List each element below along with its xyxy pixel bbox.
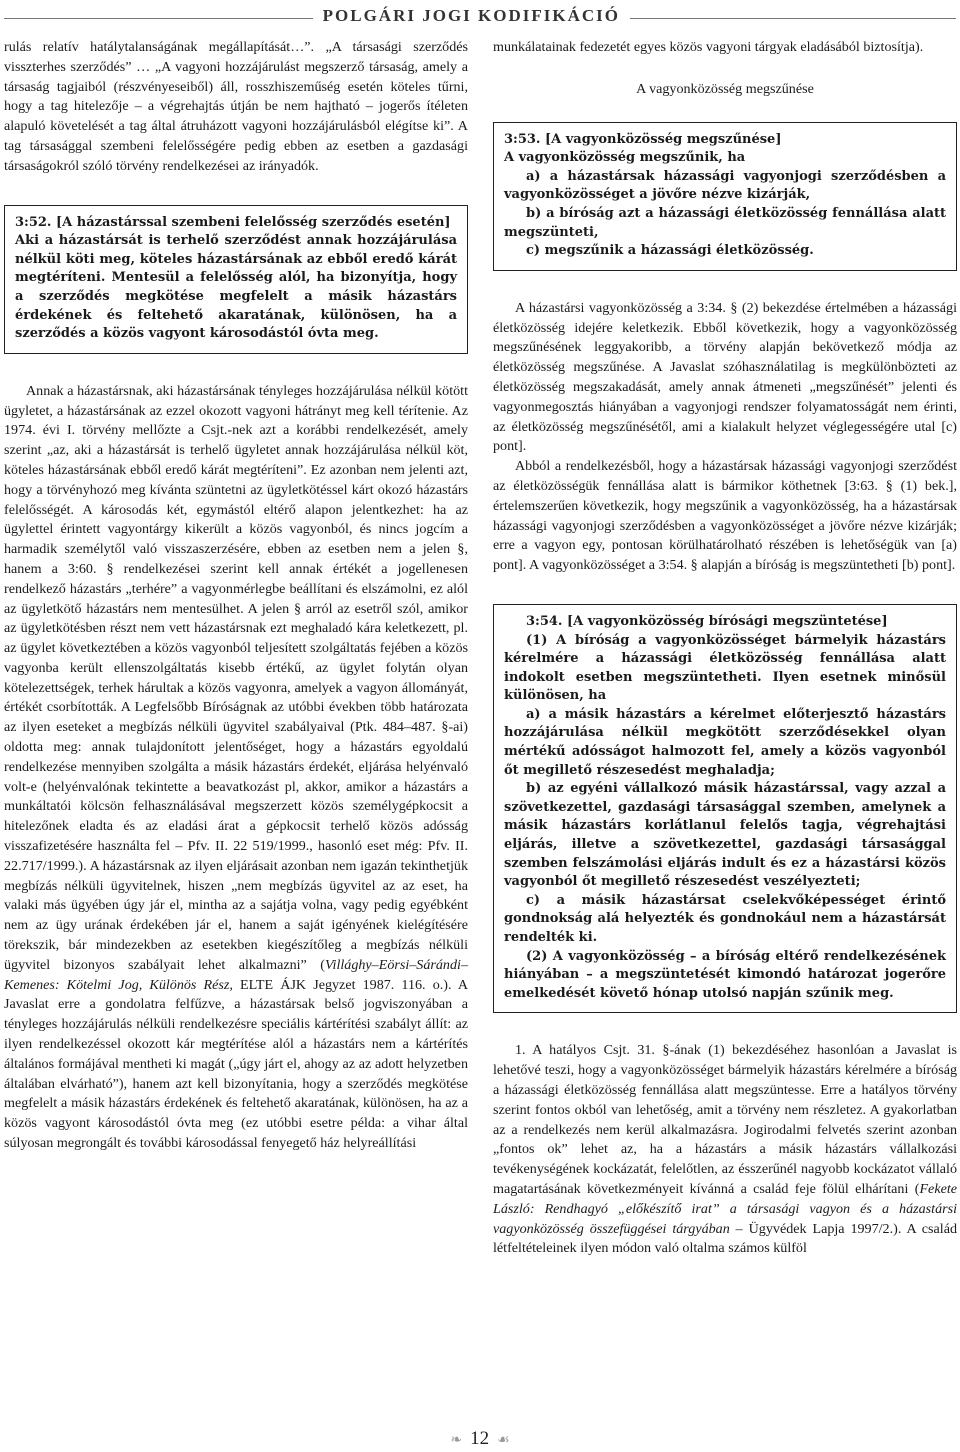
page-number: 12: [470, 1428, 490, 1449]
provision-line: A vagyonközösség megszűnik, ha: [504, 150, 746, 166]
provision-point-b: b) az egyéni vállalkozó másik házastárssal, vagy azzal a szövetkezettel, gazdasági társasággal szemben, amelynek a másik házastárs korlátlanul felelős tagja, végrehajtási eljárás, illetve a szövetkezettel, gazdasági társasággal szemben felszámolási eljárás indult és ez a házastársi közös vagyonból őt megillető részesedést veszélyezteti;: [504, 781, 946, 890]
provision-point-a: a) a házastársak házassági vagyonjogi szerződésben a vagyonközösséget a jövőre nézve kizárják,: [504, 168, 946, 203]
left-paragraph-1: rulás relatív hatálytalanságának megállapítását…”. „A társasági szerződés visszterhes szerződés” … „A vagyoni hozzájárulást megszerző társaság, amely a társaság tagjaiból (részvényeseiből) áll, rosszhiszeműség esetén köteles tűrni, hogy a tag hitelezője – a végrehajtás útján be nem hajtható – jogerős ítéleten alapuló követelését a tag által átruházott vagyoni hozzájárulásból elégítse ki”. A tag társasággal szembeni felelősségére pedig ebben az esetben a gazdasági társaságokról szóló törvény rendelkezései az irányadók.: [4, 39, 468, 174]
running-header: [0, 6, 960, 28]
provision-heading: 3:54. [A vagyonközösség bírósági megszüntetése]: [526, 613, 888, 629]
page-footer: [0, 1428, 960, 1450]
provision-box-3-52: [4, 205, 468, 354]
provision-box-3-54: [493, 604, 957, 1013]
provision-point-c: c) a másik házastársat cselekvőképességet érintő gondnokság alá helyezték és gondnokául nem a házastársát rendelték ki.: [504, 892, 946, 945]
provision-point-c: c) megszűnik a házassági életközösség.: [526, 243, 814, 259]
provision-heading: 3:52. [A házastárssal szembeni felelősség szerződés esetén]: [15, 214, 451, 230]
right-paragraph-1: munkálatainak fedezetét egyes közös vagyoni tárgyak eladásából biztosítja).: [493, 39, 924, 55]
provision-box-3-53: [493, 122, 957, 271]
ornament-left-icon: ❧: [450, 1433, 463, 1448]
provision-point-b: b) a bíróság azt a házassági életközösség fennállása alatt megszünteti,: [504, 205, 946, 240]
right-paragraph-4: 1. A hatályos Csjt. 31. §-ának (1) bekezdéséhez hasonlóan a Javaslat is lehetővé teszi, hogy a vagyonközösséget bármelyik házastárs kérelmére a bíróság a házassági életközösség fennállása alatt megszüntesse. Erre a hatályos törvény szerint fontos okból van lehetőség, amit a törvény nem részletez. A gyakorlatban az a rendelkezés nem kerül alkalmazásra. Jogirodalmi felvetés szerint azonban „fontos ok” lehet az, ha a házastárs a másik házastárs vállalkozási tevékenységének kockázatát, felelőtlen, az ésszerűnél nagyobb kockázatot vállaló magatartásának következményeit kívánná a család feje fölül elhárítani (Fekete László: Rendhagyó „előkészítő irat” a társasági vagyon és a házastársi vagyonközösség összefüggései tárgyában – Ügyvédek Lapja 1997/2.). A család létfeltételeinek ilyen módon való oltalma számos külföl: [493, 1042, 957, 1257]
right-paragraph-2: A házastársi vagyonközösség a 3:34. § (2) bekezdése értelmében a házassági életközösség idejére keletkezik. Ebből következik, hogy a vagyonközösség megszűnésének leggyakoribb, a törvény alapján bekövetkező módja az életközösség megszűnése. A Javaslat szóhasználatilag is megkülönbözteti az életközösség megszakadását, amely annak átmeneti „megszűnését” jelenti és vagyonmegosztás hiányában a vagyonjogi rendszer folyamatosságát nem érinti, az életközösség megszűnésétől, ami a kialakult helyzet véglegességére utal [c) pont].: [493, 299, 957, 455]
section-subheading: A vagyonközösség megszűnése: [636, 80, 814, 97]
right-paragraph-3: Abból a rendelkezésből, hogy a házastársak házassági vagyonjogi szerződést az életközösségük fennállása alatt is bármikor köthetnek [3:63. § (1) bek.], értelemszerűen következik, hogy megszűnik a vagyonközösség, ha a házastársak házassági vagyonjogi szerződésben a vagyonközösséget a jövőre nézve kizárják; erre a vagyon egy, pontosan körülhatárolható részében is lehetőségük van [a) pont]. A vagyonközösséget a 3:54. § alapján a bíróság is megszüntetheti [b) pont].: [493, 458, 957, 574]
left-column: [4, 38, 468, 1154]
provision-paragraph-1: (1) A bíróság a vagyonközösséget bármelyik házastárs kérelmére a házassági életközösség fennállása alatt indokolt esetben megszüntetheti. Ilyen esetnek minősül különösen, ha: [504, 632, 946, 704]
journal-title: POLGÁRI JOGI KODIFIKÁCIÓ: [313, 6, 630, 26]
left-paragraph-2: Annak a házastársnak, aki házastársának tényleges hozzájárulása nélkül kötött ügyletet, a házastársának az ezzel okozott vagyoni hátrányt meg kell térítenie. Az 1974. évi I. törvény mellőzte a Csjt.-nek azt a korábbi rendelkezését, amely szerint „az, aki a házastársát is terhelő ügyletet annak hozzájárulása nélkül köt, köteles házastársának ebből eredő kárát megtéríteni”. Ez azonban nem jelenti azt, hogy a törvényhozó meg kívánta szüntetni az ügyletkötéssel kárt okozó házastárs felelősségét. A károsodás két, egymástól eltérő alapon jelentkezhet: ha az ügylettel érintett vagyontárgy kikerült a közös vagyonból, és nincs jogcím a harmadik személytől való visszaszerzésére, ebben az esetben nem a jelen §, hanem a 3:60. § rendelkezései szerint kell annak értékét a jogellenesen rendelkező házastárs „terhére” a vagyonmérlegbe beállítani és elszámolni, ez alól az ügyletkötő házastárs nem mentesülhet. A jelen § arról az esetről szól, amikor az ügyletkötésben részt nem vett házastársnak ezt meghaladó kára keletkezett, pl. az ügylet következtében a közös vagyonból teljesített szolgáltatás fejében a közös vagyonba került ellenszolgáltatás kisebb értékű, az ügylet folytán olyan kötelezettségek, terhek hárultak a közös vagyonra, amelyek a vagyon állományát, értékét csorbították. A Legfelsőbb Bíróságnak az utóbbi években több határozata az ilyen eseteket a megbízás nélküli ügyvitel szabályaival (Ptk. 484–487. §-ai) oldotta meg: annak tulajdonított jelentőséget, hogy a házastárs egyoldalú rendelkezése mennyiben szolgálta a másik házastárs érdekét, eljárása helyénvaló volt-e (helyénvalónak tekintette a beavatkozást pl, akkor, amikor a házastárs a munkáltatói kölcsön felhasználásával megszerzett közös személygépkocsit a hitelezőnek eladta és az eladási árat a gépkocsit terhelő közös adósság visszafizetésére használta fel – Pfv. II. 22 519/1999., hasonló eset még: Pfv. II. 22.717/1999.). A házastársnak az ilyen eljárásait azonban nem igazán tekinthetjük megbízás nélküli ügyvitelnek, hiszen „nem megbízás ügyvitel az az eset, ha valaki más ügyében úgy jár el, mintha az a sajátja volna, vagy pedig egyébként nem az ügy urának érdekében jár el, hanem a saját igényének kielégítésére törekszik, bár mindezekben az esetekben kiegészítőleg a megbízás nélküli ügyvitel bizonyos szabályait lehet alkalmazni” (Villághy–Eörsi–Sárándi–Kemenes: Kötelmi Jog, Különös Rész, ELTE ÁJK Jegyzet 1987. 116. o.). A Javaslat erre a gondolatra felfűzve, a házastársak belső jogviszonyában a tényleges hozzájárulás nélküli rendelkezésre speciális kártérítési szabályt állít: az ilyen rendelkezéssel okozott kár megtérítése alól a házastárs nem a kártérítés általános formájával mentheti ki magát („úgy járt el, ahogy az az adott helyzetben általában elvárható”), hanem azt kell bizonyítania, hogy a szerződés megkötése megfelelt a másik házastárs érdekének és feltehető akaratának, különösen, ha az a közös vagyont károsodástól óvta meg (ez utóbbi esetre példa: a vihar által súlyosan megrongált és további károsodással fenyegető ház helyreállítási: [4, 382, 468, 1152]
ornament-right-icon: ☙: [497, 1433, 510, 1448]
provision-point-a: a) a másik házastárs a kérelmet előterjesztő házastárs hozzájárulása nélkül megkötött szerződésekkel olyan mértékű adósságot halmozott fel, amely a közös vagyonból őt megillető részesedést meghaladja;: [504, 706, 946, 778]
right-column: [493, 38, 957, 1259]
provision-paragraph-2: (2) A vagyonközösség – a bíróság eltérő rendelkezésének hiányában – a megszüntetését kimondó határozat jogerőre emelkedését követő hónap utolsó napján szűnik meg.: [504, 948, 946, 1001]
provision-text: Aki a házastársát is terhelő szerződést annak hozzájárulása nélkül köti meg, köteles házastársának az ebből eredő kárát megtéríteni. Mentesül a felelősség alól, ha bizonyítja, hogy a szerződés megkötése megfelelt a másik házastárs érdekének és feltehető akaratának, különösen, ha a szerződés a közös vagyont károsodástól óvta meg.: [15, 233, 457, 342]
provision-heading: 3:53. [A vagyonközösség megszűnése]: [504, 131, 782, 147]
